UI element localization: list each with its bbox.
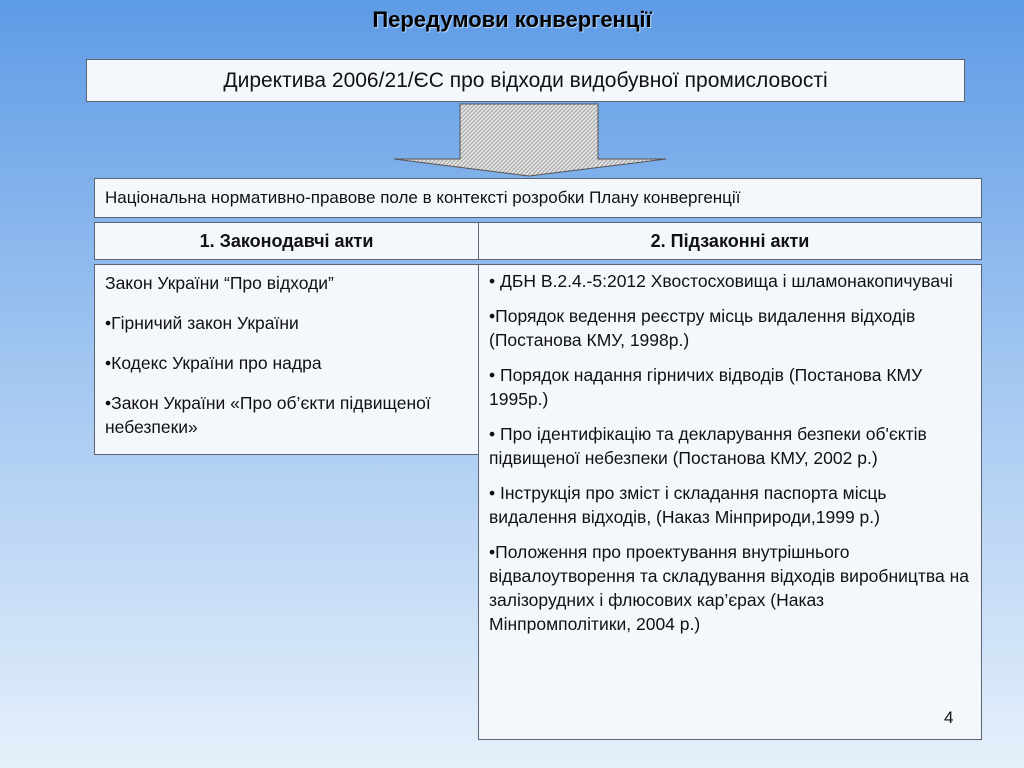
list-item: • Порядок надання гірничих відводів (Постанова КМУ 1995р.): [489, 365, 923, 409]
list-item: • Про ідентифікацію та декларування безпеки об'єктів підвищеної небезпеки (Постанова КМУ, 2002 р.): [489, 424, 927, 468]
legislative-acts-list: [94, 264, 479, 455]
down-arrow-icon: [392, 103, 668, 177]
column-header-legislative: 1. Законодавчі акти: [94, 222, 479, 260]
list-item: •Закон України «Про об’єкти підвищеної небезпеки»: [105, 393, 431, 437]
slide-title: Передумови конвергенції: [372, 7, 652, 32]
list-item: • ДБН В.2.4.-5:2012 Хвостосховища і шламонакопичувачі: [489, 271, 953, 291]
list-item: •Кодекс України про надра: [105, 353, 322, 373]
list-item: •Положення про проектування внутрішнього відвалоутворення та складування відходів виробництва на залізорудних і флюсових кар’єрах (Наказ Мінпромполітики, 2004 р.): [489, 542, 970, 634]
slide-number: 4: [944, 708, 954, 727]
bylaws-list: [478, 264, 982, 740]
list-item: • Інструкція про зміст і складання паспорта місць видалення відходів, (Наказ Мінприроди,1999 р.): [489, 483, 887, 527]
directive-box: Директива 2006/21/ЄС про відходи видобувної промисловості: [86, 59, 965, 102]
list-item: •Гірничий закон України: [105, 313, 299, 333]
column-header-bylaws: 2. Підзаконні акти: [478, 222, 982, 260]
national-framework-box: Національна нормативно-правове поле в контексті розробки Плану конвергенції: [94, 178, 982, 218]
list-item: Закон України “Про відходи”: [105, 273, 334, 293]
list-item: •Порядок ведення реєстру місць видалення відходів (Постанова КМУ, 1998р.): [489, 306, 916, 350]
